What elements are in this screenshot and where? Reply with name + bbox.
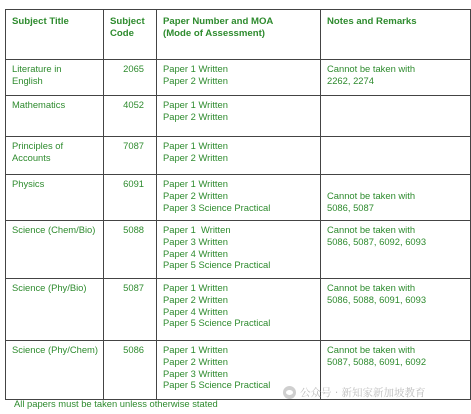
subject-cell: Science (Phy/Chem) bbox=[6, 341, 104, 400]
papers-cell: Paper 1 Written Paper 2 Written Paper 4 Written Paper 5 Science Practical bbox=[157, 279, 321, 341]
subject-cell: Literature in English bbox=[6, 60, 104, 96]
notes-cell bbox=[321, 137, 471, 175]
code-cell: 6091 bbox=[104, 175, 157, 221]
subjects-table bbox=[5, 9, 471, 400]
code-cell: 2065 bbox=[104, 60, 157, 96]
papers-cell: Paper 1 Written Paper 2 Written Paper 3 Science Practical bbox=[157, 175, 321, 221]
notes-cell: Cannot be taken with 5086, 5088, 6091, 6093 bbox=[321, 279, 471, 341]
header-notes: Notes and Remarks bbox=[321, 10, 471, 60]
code-cell: 5086 bbox=[104, 341, 157, 400]
subject-cell: Mathematics bbox=[6, 96, 104, 137]
footnote: All papers must be taken unless otherwise stated bbox=[14, 398, 218, 409]
notes-cell: Cannot be taken with 5086, 5087, 6092, 6093 bbox=[321, 221, 471, 279]
papers-cell: Paper 1 Written Paper 2 Written bbox=[157, 96, 321, 137]
table-row bbox=[6, 60, 471, 96]
code-cell: 7087 bbox=[104, 137, 157, 175]
header-subject-code: Subject Code bbox=[104, 10, 157, 60]
header-paper-number: Paper Number and MOA (Mode of Assessment) bbox=[157, 10, 321, 60]
header-subject-title: Subject Title bbox=[6, 10, 104, 60]
watermark-text: 公众号 · 新知家新加坡教育 bbox=[300, 387, 426, 399]
header-row bbox=[6, 10, 471, 60]
table-row bbox=[6, 96, 471, 137]
subject-cell: Principles of Accounts bbox=[6, 137, 104, 175]
code-cell: 5087 bbox=[104, 279, 157, 341]
code-cell: 4052 bbox=[104, 96, 157, 137]
notes-cell: Cannot be taken with 5086, 5087 bbox=[321, 175, 471, 221]
subject-cell: Physics bbox=[6, 175, 104, 221]
papers-cell: Paper 1 Written Paper 3 Written Paper 4 Written Paper 5 Science Practical bbox=[157, 221, 321, 279]
subject-cell: Science (Chem/Bio) bbox=[6, 221, 104, 279]
code-cell: 5088 bbox=[104, 221, 157, 279]
papers-cell: Paper 1 Written Paper 2 Written bbox=[157, 60, 321, 96]
notes-cell: Cannot be taken with 5087, 5088, 6091, 6092 bbox=[321, 341, 471, 400]
table-row bbox=[6, 279, 471, 341]
table-row bbox=[6, 221, 471, 279]
table-row bbox=[6, 175, 471, 221]
watermark bbox=[283, 385, 426, 400]
papers-cell: Paper 1 Written Paper 2 Written Paper 3 Written Paper 5 Science Practical bbox=[157, 341, 321, 400]
table-row bbox=[6, 137, 471, 175]
subject-cell: Science (Phy/Bio) bbox=[6, 279, 104, 341]
papers-cell: Paper 1 Written Paper 2 Written bbox=[157, 137, 321, 175]
wechat-icon bbox=[283, 386, 296, 399]
notes-cell: Cannot be taken with 2262, 2274 bbox=[321, 60, 471, 96]
notes-cell bbox=[321, 96, 471, 137]
